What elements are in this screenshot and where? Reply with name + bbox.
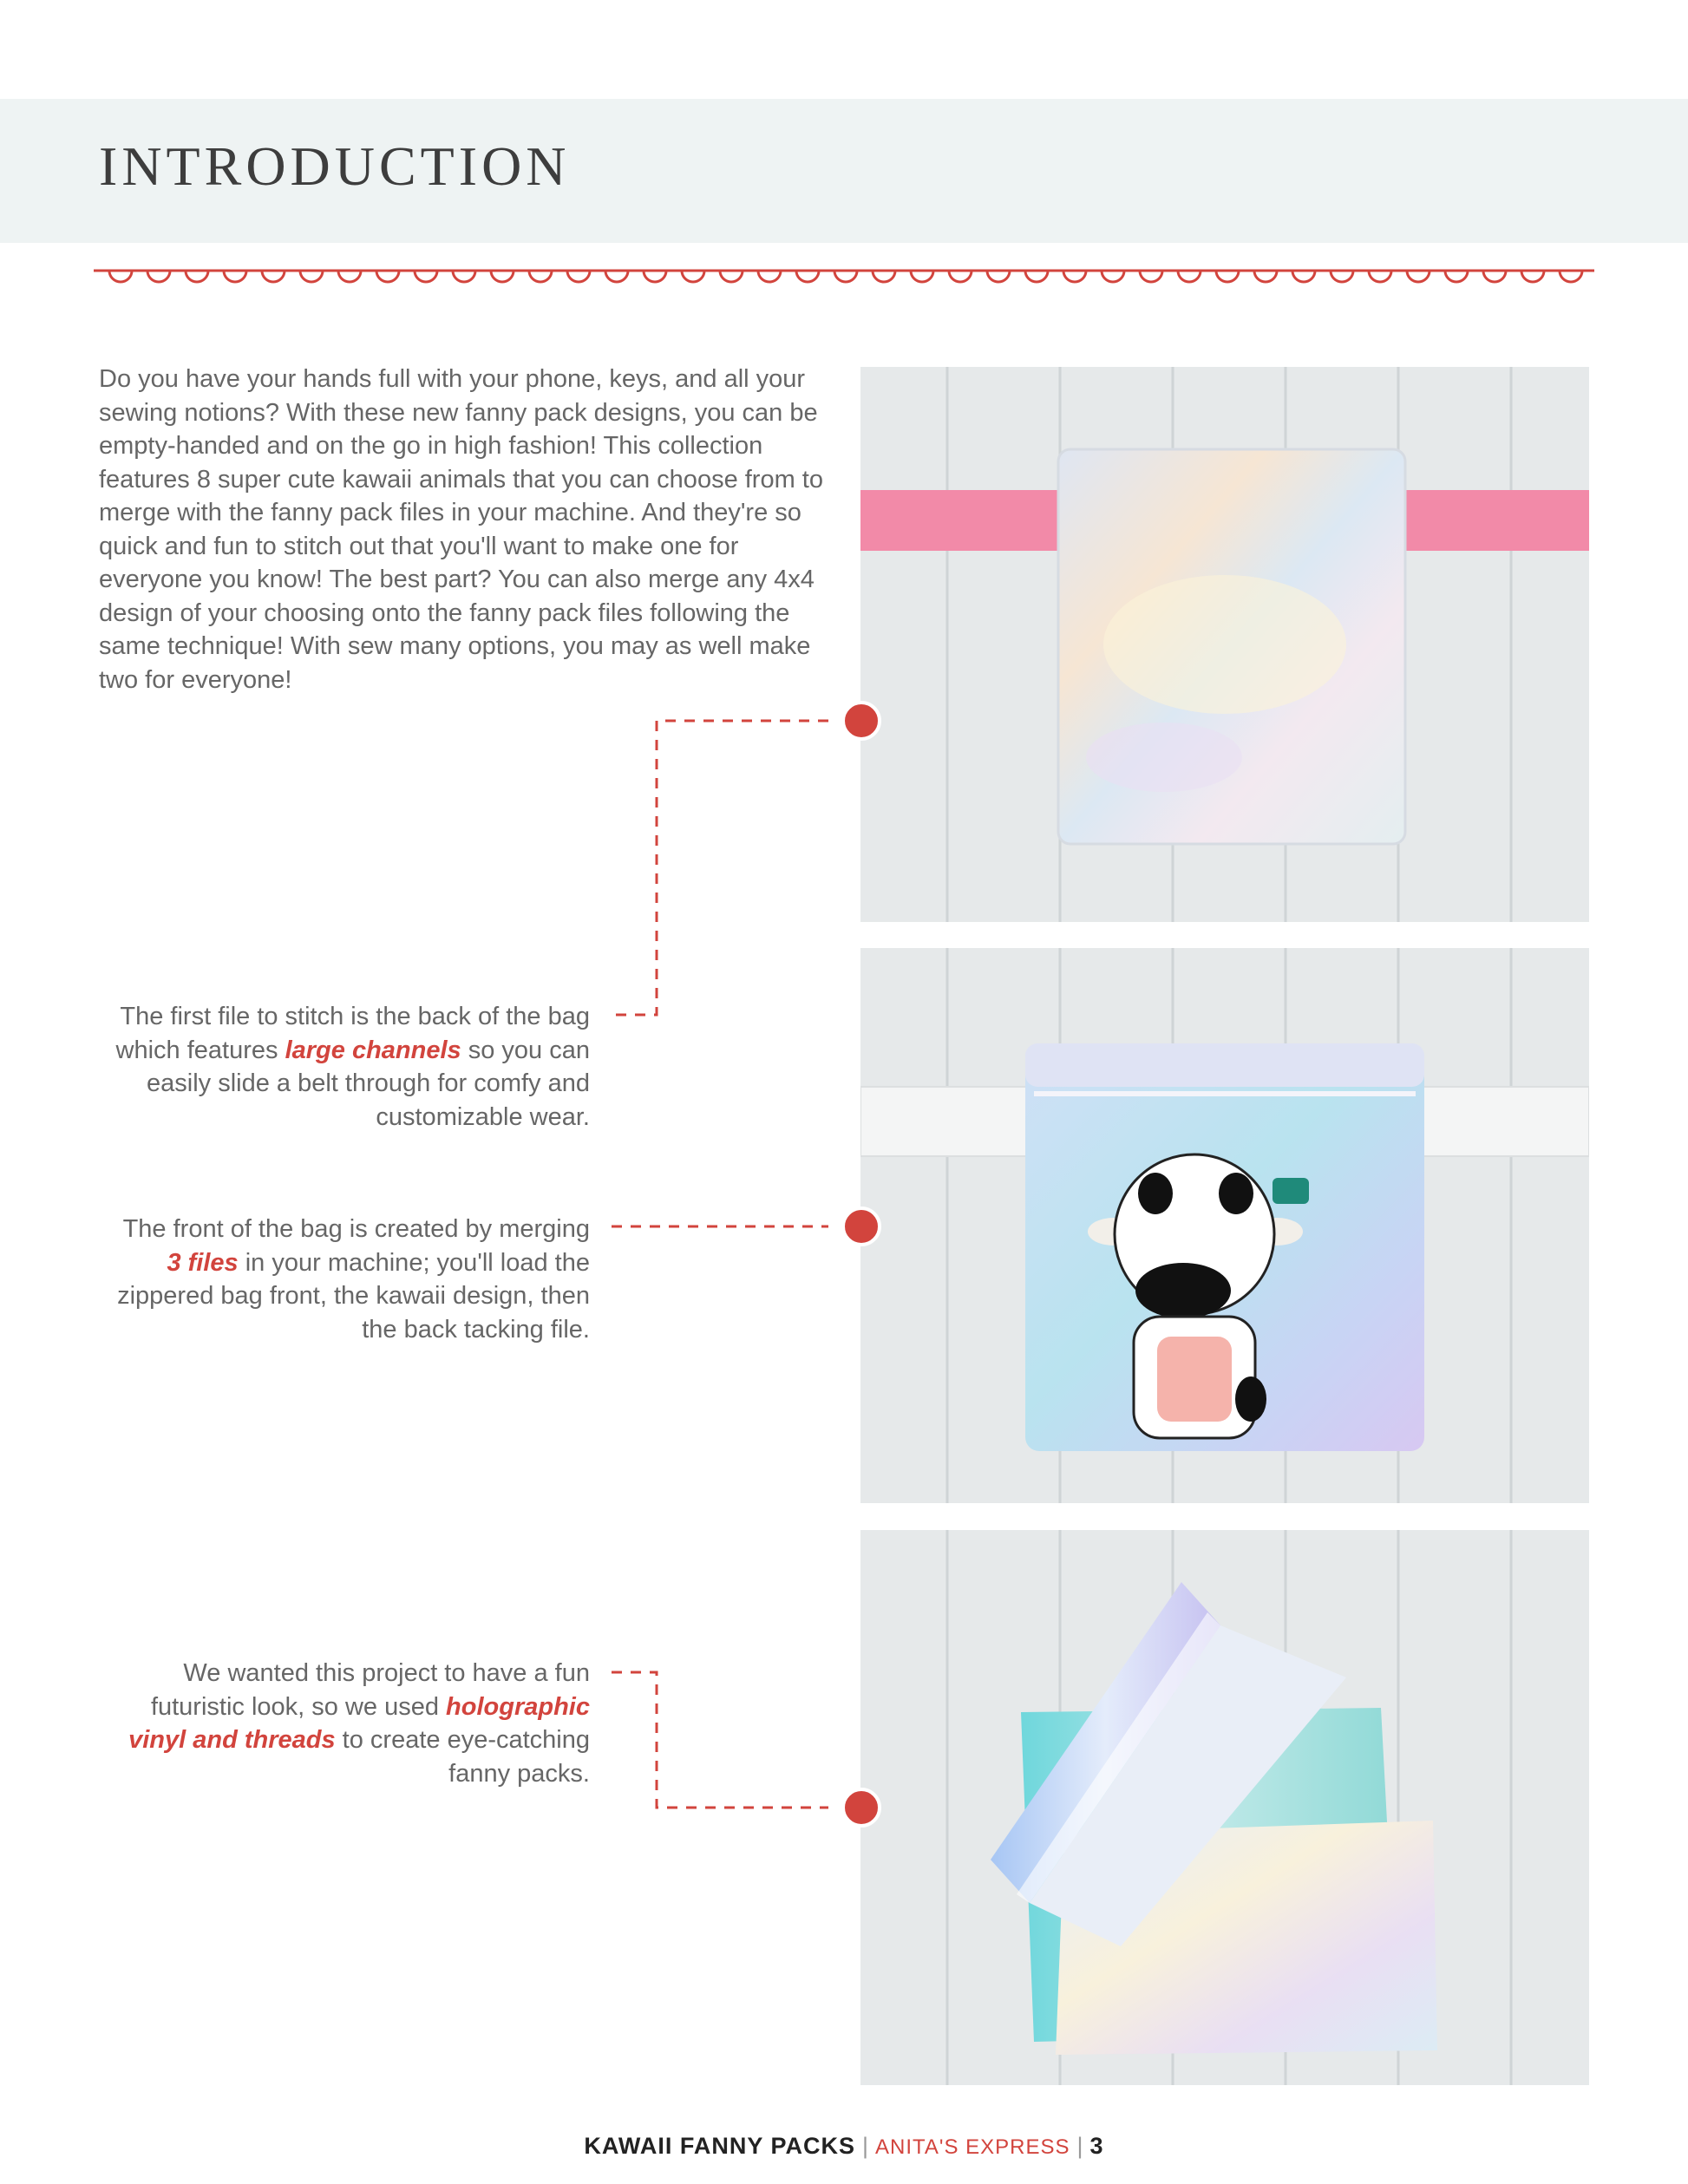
page-title: INTRODUCTION [99,135,571,197]
footer-title: KAWAII FANNY PACKS [584,2133,855,2159]
callout-back-of-bag: The first file to stitch is the back of the bag which features large channels so you can easily slide a belt through for comfy and customizable wear. [115,1003,590,1131]
scallop-divider [94,260,1594,295]
footer-brand: ANITA'S EXPRESS [874,2135,1070,2159]
callout-front-of-bag: The front of the bag is created by merging 3 files in your machine; you'll load the zippered bag front, the kawaii design, then the back tacking file. [117,1215,590,1344]
page-footer: KAWAII FANNY PACKS | ANITA'S EXPRESS | 3 [584,2133,1104,2159]
page-number: 3 [1089,2133,1104,2159]
callout-holographic: We wanted this project to have a fun futuristic look, so we used holographic vinyl and threads to create eye-catching fanny packs. [128,1659,590,1788]
photo-bag-back [860,367,1589,922]
photo-bag-front-cow [860,948,1589,1503]
photo-holographic-vinyl [860,1530,1589,2085]
intro-paragraph: Do you have your hands full with your phone, keys, and all your sewing notions? With these new fanny pack designs, you can be empty-handed and on the go in high fashion! This collection features 8 super cute kawaii animals that you can choose from to merge with the fanny pack files in your machine. And they're so quick and fun to stitch out that you'll want to make one for everyone you know! The best part? You can also merge any 4x4 design of your choosing onto the fanny pack files following the same technique! With sew many options, you may as well make two for everyone! [99,365,823,694]
